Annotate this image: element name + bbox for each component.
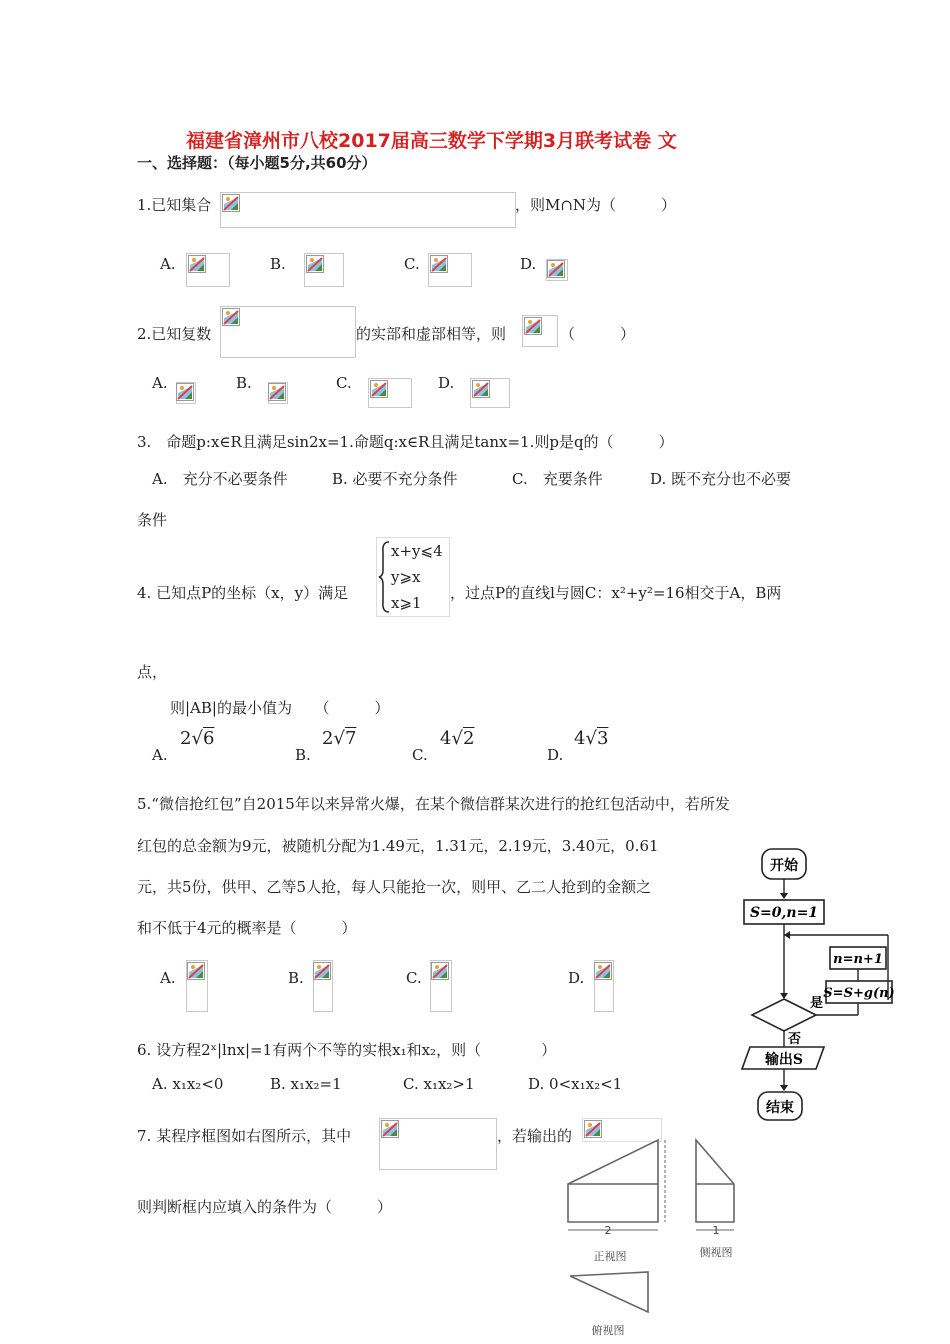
q7-stem-post: ，若输出的 <box>497 1127 573 1145</box>
q4-option-b-value: 2√7 <box>322 728 357 749</box>
flowchart <box>738 845 898 1125</box>
q4-option-d: D. <box>547 746 564 764</box>
q5-stem-line1: 5.“微信抢红包”自2015年以来异常火爆，在某个微信群某次进行的抢红包活动中，若所发 <box>137 795 730 813</box>
side-view-label: 侧视图 <box>699 1246 733 1259</box>
q1-set-image <box>220 192 516 228</box>
q4-ineq-2: y⩾x <box>391 568 421 586</box>
broken-image-icon <box>306 255 324 273</box>
front-view <box>568 1140 665 1230</box>
q5-option-c: C. <box>406 969 422 987</box>
section-heading: 一、选择题：（每小题5分,共60分） <box>137 154 377 172</box>
q4-option-d-value: 4√3 <box>574 728 609 749</box>
q3-option-c: C. 充要条件 <box>512 470 603 488</box>
q1-option-c: C. <box>404 255 420 273</box>
q4-stem-pre: 4. 已知点P的坐标（x，y）满足 <box>137 584 349 602</box>
q4-ineq-3: x⩾1 <box>391 594 422 612</box>
q4-stem-line3: 则|AB|的最小值为 （ ） <box>170 699 390 717</box>
q2-option-d: D. <box>438 374 455 392</box>
q4-option-c: C. <box>412 746 428 764</box>
q5-option-b: B. <box>288 969 304 987</box>
svg-text:S=0,n=1: S=0,n=1 <box>749 905 819 921</box>
side-view <box>696 1140 734 1230</box>
q2-option-a: A. <box>152 374 168 392</box>
q6-option-b: B. x₁x₂=1 <box>270 1075 342 1093</box>
q6-option-c: C. x₁x₂>1 <box>403 1075 475 1093</box>
side-view-dimension: 1 <box>712 1224 720 1237</box>
q4-option-a-value: 2√6 <box>180 728 215 749</box>
flowchart-increment <box>830 947 886 969</box>
broken-image-icon <box>594 962 612 980</box>
q4-stem-post: ，过点P的直线l与圆C：x²+y²=16相交于A，B两 <box>450 584 782 602</box>
q4-inequality-system <box>376 537 450 617</box>
q1-stem-post: ，则M∩N为（ ） <box>515 196 677 214</box>
flowchart-update <box>823 981 894 1003</box>
q2-number-image <box>220 306 356 358</box>
q2-stem-mid: 的实部和虚部相等，则 <box>356 325 507 343</box>
broken-image-icon <box>313 962 331 980</box>
broken-image-icon <box>187 962 205 980</box>
q4-stem-line2: 点， <box>137 663 168 681</box>
q5-option-a: A. <box>160 969 176 987</box>
q1-option-b: B. <box>270 255 286 273</box>
q3-option-b: B. 必要不充分条件 <box>332 470 458 488</box>
q6-stem: 6. 设方程2ˣ|lnx|=1有两个不等的实根x₁和x₂，则（ ） <box>137 1041 557 1059</box>
broken-image-icon <box>524 317 542 335</box>
q2-stem-pre: 2.已知复数 <box>137 325 212 343</box>
svg-text:S=S+g(n): S=S+g(n) <box>823 986 895 1001</box>
flowchart-no: 否 <box>788 1032 802 1047</box>
q4-option-c-value: 4√2 <box>440 728 475 749</box>
q1-stem-pre: 1.已知集合 <box>137 196 212 214</box>
q5-stem-line2: 红包的总金额为9元，被随机分配为1.49元，1.31元，2.19元，3.40元，0.61 <box>137 837 659 855</box>
flowchart-yes: 是 <box>810 996 824 1011</box>
q3-option-d-tail: 条件 <box>137 511 168 529</box>
broken-image-icon <box>431 962 449 980</box>
svg-text:输出S: 输出S <box>764 1052 804 1068</box>
front-view-dimension: 2 <box>604 1224 612 1237</box>
q3-option-d: D. 既不充分也不必要 <box>650 470 792 488</box>
broken-image-icon <box>370 380 388 398</box>
broken-image-icon <box>547 260 565 278</box>
broken-image-icon <box>188 255 206 273</box>
flowchart-init <box>744 900 824 924</box>
broken-image-icon <box>381 1120 399 1138</box>
flowchart-end <box>758 1092 802 1120</box>
top-view <box>570 1272 648 1312</box>
broken-image-icon <box>222 308 240 326</box>
q6-option-d: D. 0<x₁x₂<1 <box>528 1075 623 1093</box>
broken-image-icon <box>222 194 240 212</box>
top-view-label: 俯视图 <box>591 1324 625 1337</box>
broken-image-icon <box>176 383 194 401</box>
left-brace-icon <box>377 538 391 616</box>
broken-image-icon <box>268 383 286 401</box>
q2-option-c: C. <box>336 374 352 392</box>
page-title: 福建省漳州市八校2017届高三数学下学期3月联考试卷 文 <box>186 130 677 152</box>
broken-image-icon <box>430 255 448 273</box>
broken-image-icon <box>472 380 490 398</box>
q3-stem: 3. 命题p:x∈R且满足sin2x=1.命题q:x∈R且满足tanx=1.则p是q的（ ） <box>137 433 674 451</box>
q5-stem-line3: 元，共5份，供甲、乙等5人抢，每人只能抢一次，则甲、乙二人抢到的金额之 <box>137 878 652 896</box>
q1-option-a: A. <box>160 255 176 273</box>
q1-option-d: D. <box>520 255 537 273</box>
q3-option-a: A. 充分不必要条件 <box>152 470 288 488</box>
flowchart-output <box>742 1047 824 1069</box>
q7-stem-line2: 则判断框内应填入的条件为（ ） <box>137 1198 393 1216</box>
three-views-figure <box>560 1136 760 1341</box>
q5-stem-line4: 和不低于4元的概率是（ ） <box>137 919 357 937</box>
svg-text:开始: 开始 <box>770 858 798 874</box>
svg-text:n=n+1: n=n+1 <box>833 952 883 967</box>
svg-text:结束: 结束 <box>766 1100 794 1116</box>
front-view-label: 正视图 <box>593 1250 627 1263</box>
q4-option-b: B. <box>295 746 311 764</box>
q7-stem-pre: 7. 某程序框图如右图所示，其中 <box>137 1127 352 1145</box>
flowchart-start <box>762 849 806 879</box>
q6-option-a: A. x₁x₂<0 <box>152 1075 224 1093</box>
q2-stem-post: （ ） <box>560 325 636 343</box>
q5-option-d: D. <box>568 969 585 987</box>
flowchart-decision <box>752 999 816 1031</box>
q4-option-a: A. <box>152 746 168 764</box>
q2-option-b: B. <box>236 374 252 392</box>
q4-ineq-1: x+y⩽4 <box>391 542 443 560</box>
